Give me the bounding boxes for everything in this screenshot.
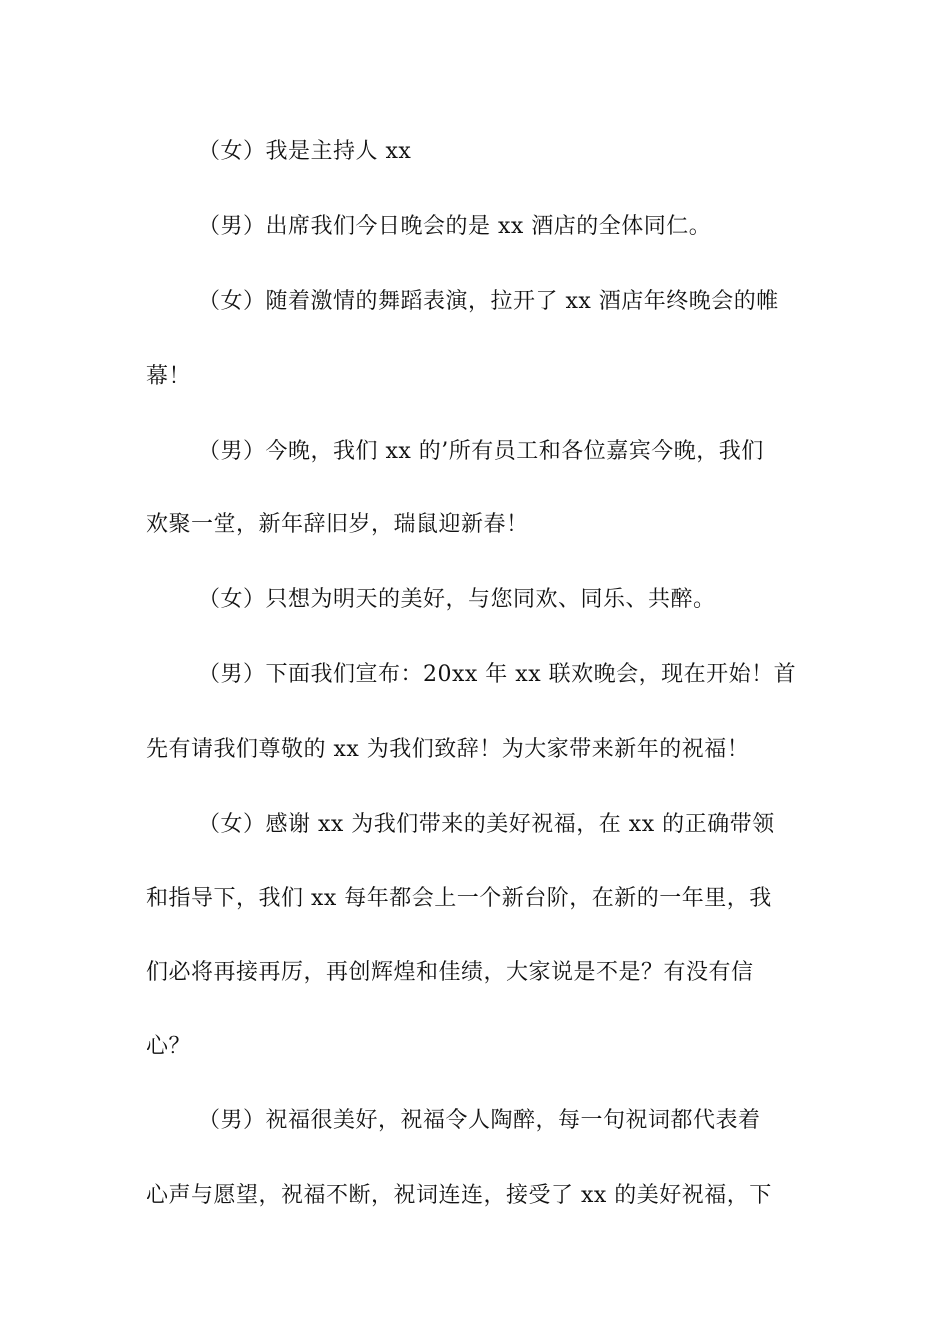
script-line-female-thanks: （女）感谢 xx 为我们带来的美好祝福，在 xx 的正确带领 [198,812,775,837]
script-line-male-tonight: （男）今晚，我们 xx 的’所有员工和各位嘉宾今晚，我们 [198,439,764,464]
script-line-continuation: 欢聚一堂，新年辞旧岁，瑞鼠迎新春！ [146,512,529,537]
script-line-continuation: 和指导下，我们 xx 每年都会上一个新台阶，在新的一年里，我 [146,886,772,911]
script-line-continuation: 心声与愿望，祝福不断，祝词连连，接受了 xx 的美好祝福，下 [146,1183,772,1208]
script-line-male-blessing: （男）祝福很美好，祝福令人陶醉，每一句祝词都代表着 [198,1108,761,1133]
script-line-continuation: 心？ [146,1034,192,1059]
script-line-continuation: 先有请我们尊敬的 xx 为我们致辞！为大家带来新年的祝福！ [146,737,750,762]
script-line-male-announce: （男）下面我们宣布：20xx 年 xx 联欢晚会，现在开始！首 [198,662,797,687]
script-line-male-attendees: （男）出席我们今日晚会的是 xx 酒店的全体同仁。 [198,214,712,239]
script-line-female-wish: （女）只想为明天的美好，与您同欢、同乐、共醉。 [198,587,716,612]
script-line-female-host-intro: （女）我是主持人 xx [198,139,412,164]
script-line-female-dance: （女）随着激情的舞蹈表演，拉开了 xx 酒店年终晚会的帷 [198,289,779,314]
script-line-continuation: 幕！ [146,364,192,389]
script-line-continuation: 们必将再接再厉，再创辉煌和佳绩，大家说是不是？有没有信 [146,960,754,985]
